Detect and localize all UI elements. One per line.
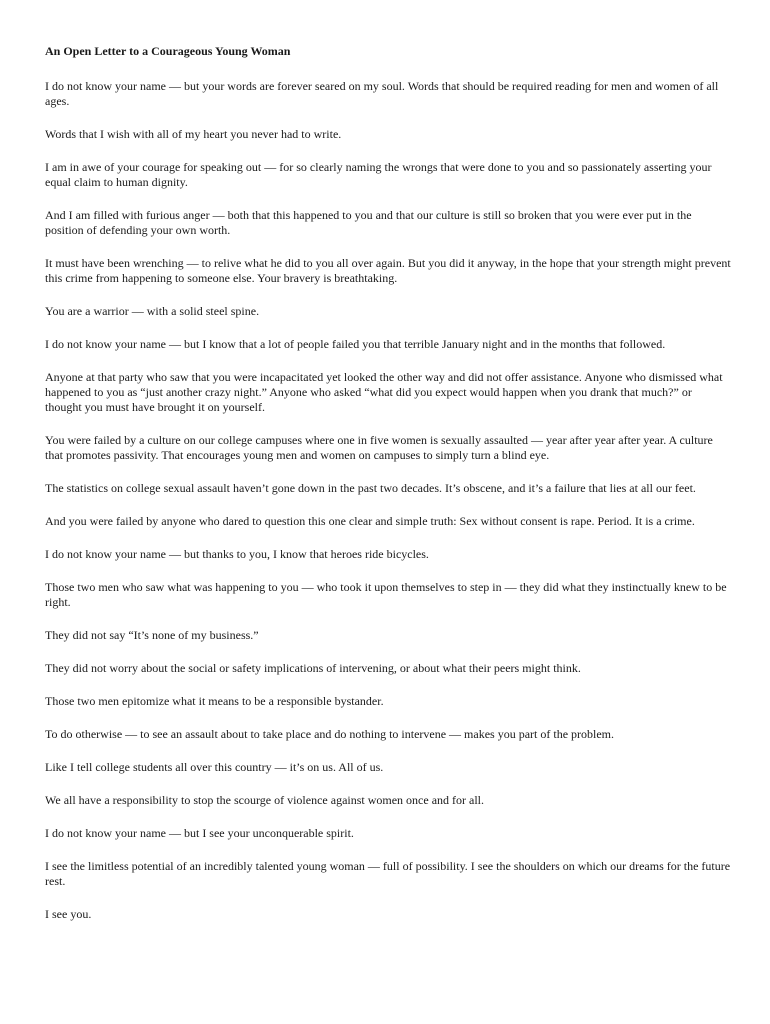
- paragraph: I see the limitless potential of an incredibly talented young woman — full of possibility. I see the shoulders on which our dreams for the future rest.: [45, 859, 731, 888]
- paragraph: They did not worry about the social or safety implications of intervening, or about what their peers might think.: [45, 661, 581, 675]
- paragraph: And I am filled with furious anger — both that this happened to you and that our culture is still so broken that you were ever put in the position of defending your own worth.: [45, 208, 692, 237]
- paragraph: You are a warrior — with a solid steel spine.: [45, 304, 260, 318]
- paragraph: They did not say “It’s none of my business.”: [45, 628, 259, 642]
- paragraph: We all have a responsibility to stop the scourge of violence against women once and for all.: [45, 793, 485, 807]
- paragraph: I am in awe of your courage for speaking out — for so clearly naming the wrongs that were done to you and so passionately asserting your equal claim to human dignity.: [45, 160, 712, 189]
- paragraph: I do not know your name — but I know that a lot of people failed you that terrible January night and in the months that followed.: [45, 337, 666, 351]
- paragraph: To do otherwise — to see an assault about to take place and do nothing to intervene — makes you part of the problem.: [45, 727, 615, 741]
- paragraph: Those two men who saw what was happening to you — who took it upon themselves to step in — they did what they instinctually knew to be right.: [45, 580, 727, 609]
- paragraph: The statistics on college sexual assault haven’t gone down in the past two decades. It’s obscene, and it’s a failure that lies at all our feet.: [45, 481, 696, 495]
- letter-title: An Open Letter to a Courageous Young Woman: [45, 44, 291, 58]
- paragraph: Words that I wish with all of my heart you never had to write.: [45, 127, 342, 141]
- paragraph: Those two men epitomize what it means to be a responsible bystander.: [45, 694, 384, 708]
- paragraph: And you were failed by anyone who dared to question this one clear and simple truth: Sex without consent is rape. Period. It is a crime.: [45, 514, 695, 528]
- paragraph: Anyone at that party who saw that you were incapacitated yet looked the other way and did not offer assistance. Anyone who dismissed what happened to you as “just another crazy night.” Anyone who asked “what did you expect would happen when you drank that much?” or thought you must have brought it on yourself.: [45, 370, 723, 414]
- paragraph: You were failed by a culture on our college campuses where one in five women is sexually assaulted — year after year after year. A culture that promotes passivity. That encourages young men and women on campuses to simply turn a blind eye.: [45, 433, 713, 462]
- paragraph: It must have been wrenching — to relive what he did to you all over again. But you did it anyway, in the hope that your strength might prevent this crime from happening to someone else. Your bravery is breathtaking.: [45, 256, 731, 285]
- paragraph: I do not know your name — but your words are forever seared on my soul. Words that should be required reading for men and women of all ages.: [45, 79, 719, 108]
- paragraph: Like I tell college students all over this country — it’s on us. All of us.: [45, 760, 384, 774]
- paragraph: I do not know your name — but thanks to you, I know that heroes ride bicycles.: [45, 547, 429, 561]
- paragraph: I see you.: [45, 907, 92, 921]
- letter-page: [45, 44, 731, 940]
- paragraph: I do not know your name — but I see your unconquerable spirit.: [45, 826, 354, 840]
